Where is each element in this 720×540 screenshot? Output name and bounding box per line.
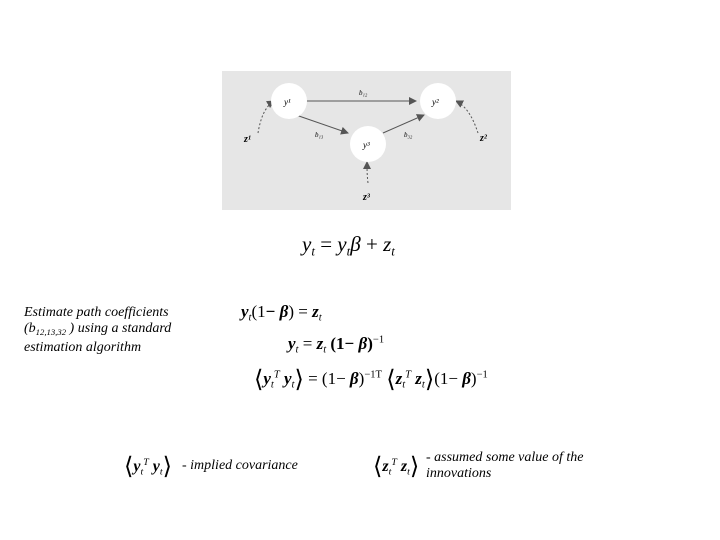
estimate-note-line1: Estimate path coefficients — [24, 305, 169, 320]
innovations-label-line2: innovations — [426, 466, 492, 481]
error-arrow-z3 — [367, 162, 368, 183]
edge-label-b12: b₁₂ — [359, 89, 368, 97]
path-diagram — [222, 71, 511, 210]
innovations-symbol: $⟨z_t^T$ $z_t⟩$ — [373, 452, 420, 480]
equation-4: $⟨y_t^T$ $y_t⟩ = (1- \beta)^{-1T}$ $⟨z_t^T$ $z_t⟩(1- \beta)^{-1}$ — [254, 365, 488, 393]
edge-label-b32: b₃₂ — [404, 131, 413, 139]
node-label-y1: y¹ — [284, 97, 291, 107]
equation-3: $y_t = z_t$ $(1- \beta)^{-1}$ — [288, 334, 385, 356]
estimate-note-suffix: ) using a standard — [66, 321, 172, 336]
error-label-z1: z¹ — [244, 134, 251, 145]
implied-covariance-symbol: $⟨y_t^T$ $y_t⟩$ — [124, 452, 173, 480]
innovations-label-line1: - assumed some value of the — [426, 450, 584, 465]
path-diagram-svg — [222, 71, 511, 210]
edge-label-b13: b₁₃ — [315, 131, 324, 139]
estimate-note — [24, 305, 234, 356]
error-label-z2: z² — [480, 133, 487, 144]
error-arrow-z1 — [258, 101, 274, 133]
error-label-z3: z³ — [363, 192, 370, 203]
estimate-note-line3: estimation algorithm — [24, 340, 142, 356]
equation-2: $y_t(1- \beta) = z_t$ — [241, 302, 322, 324]
implied-covariance-label: - implied covariance — [182, 458, 298, 473]
estimate-note-subscript: 12,13,32 — [35, 327, 67, 338]
error-arrow-z2 — [456, 101, 478, 133]
estimate-note-prefix: (b — [24, 321, 36, 336]
estimate-note-line2 — [24, 321, 234, 340]
node-label-y2: y² — [432, 97, 439, 107]
innovations-label — [426, 450, 626, 482]
node-label-y3: y³ — [363, 140, 370, 150]
equation-1: $y_t = y_t\beta + z_t$ — [302, 232, 395, 259]
